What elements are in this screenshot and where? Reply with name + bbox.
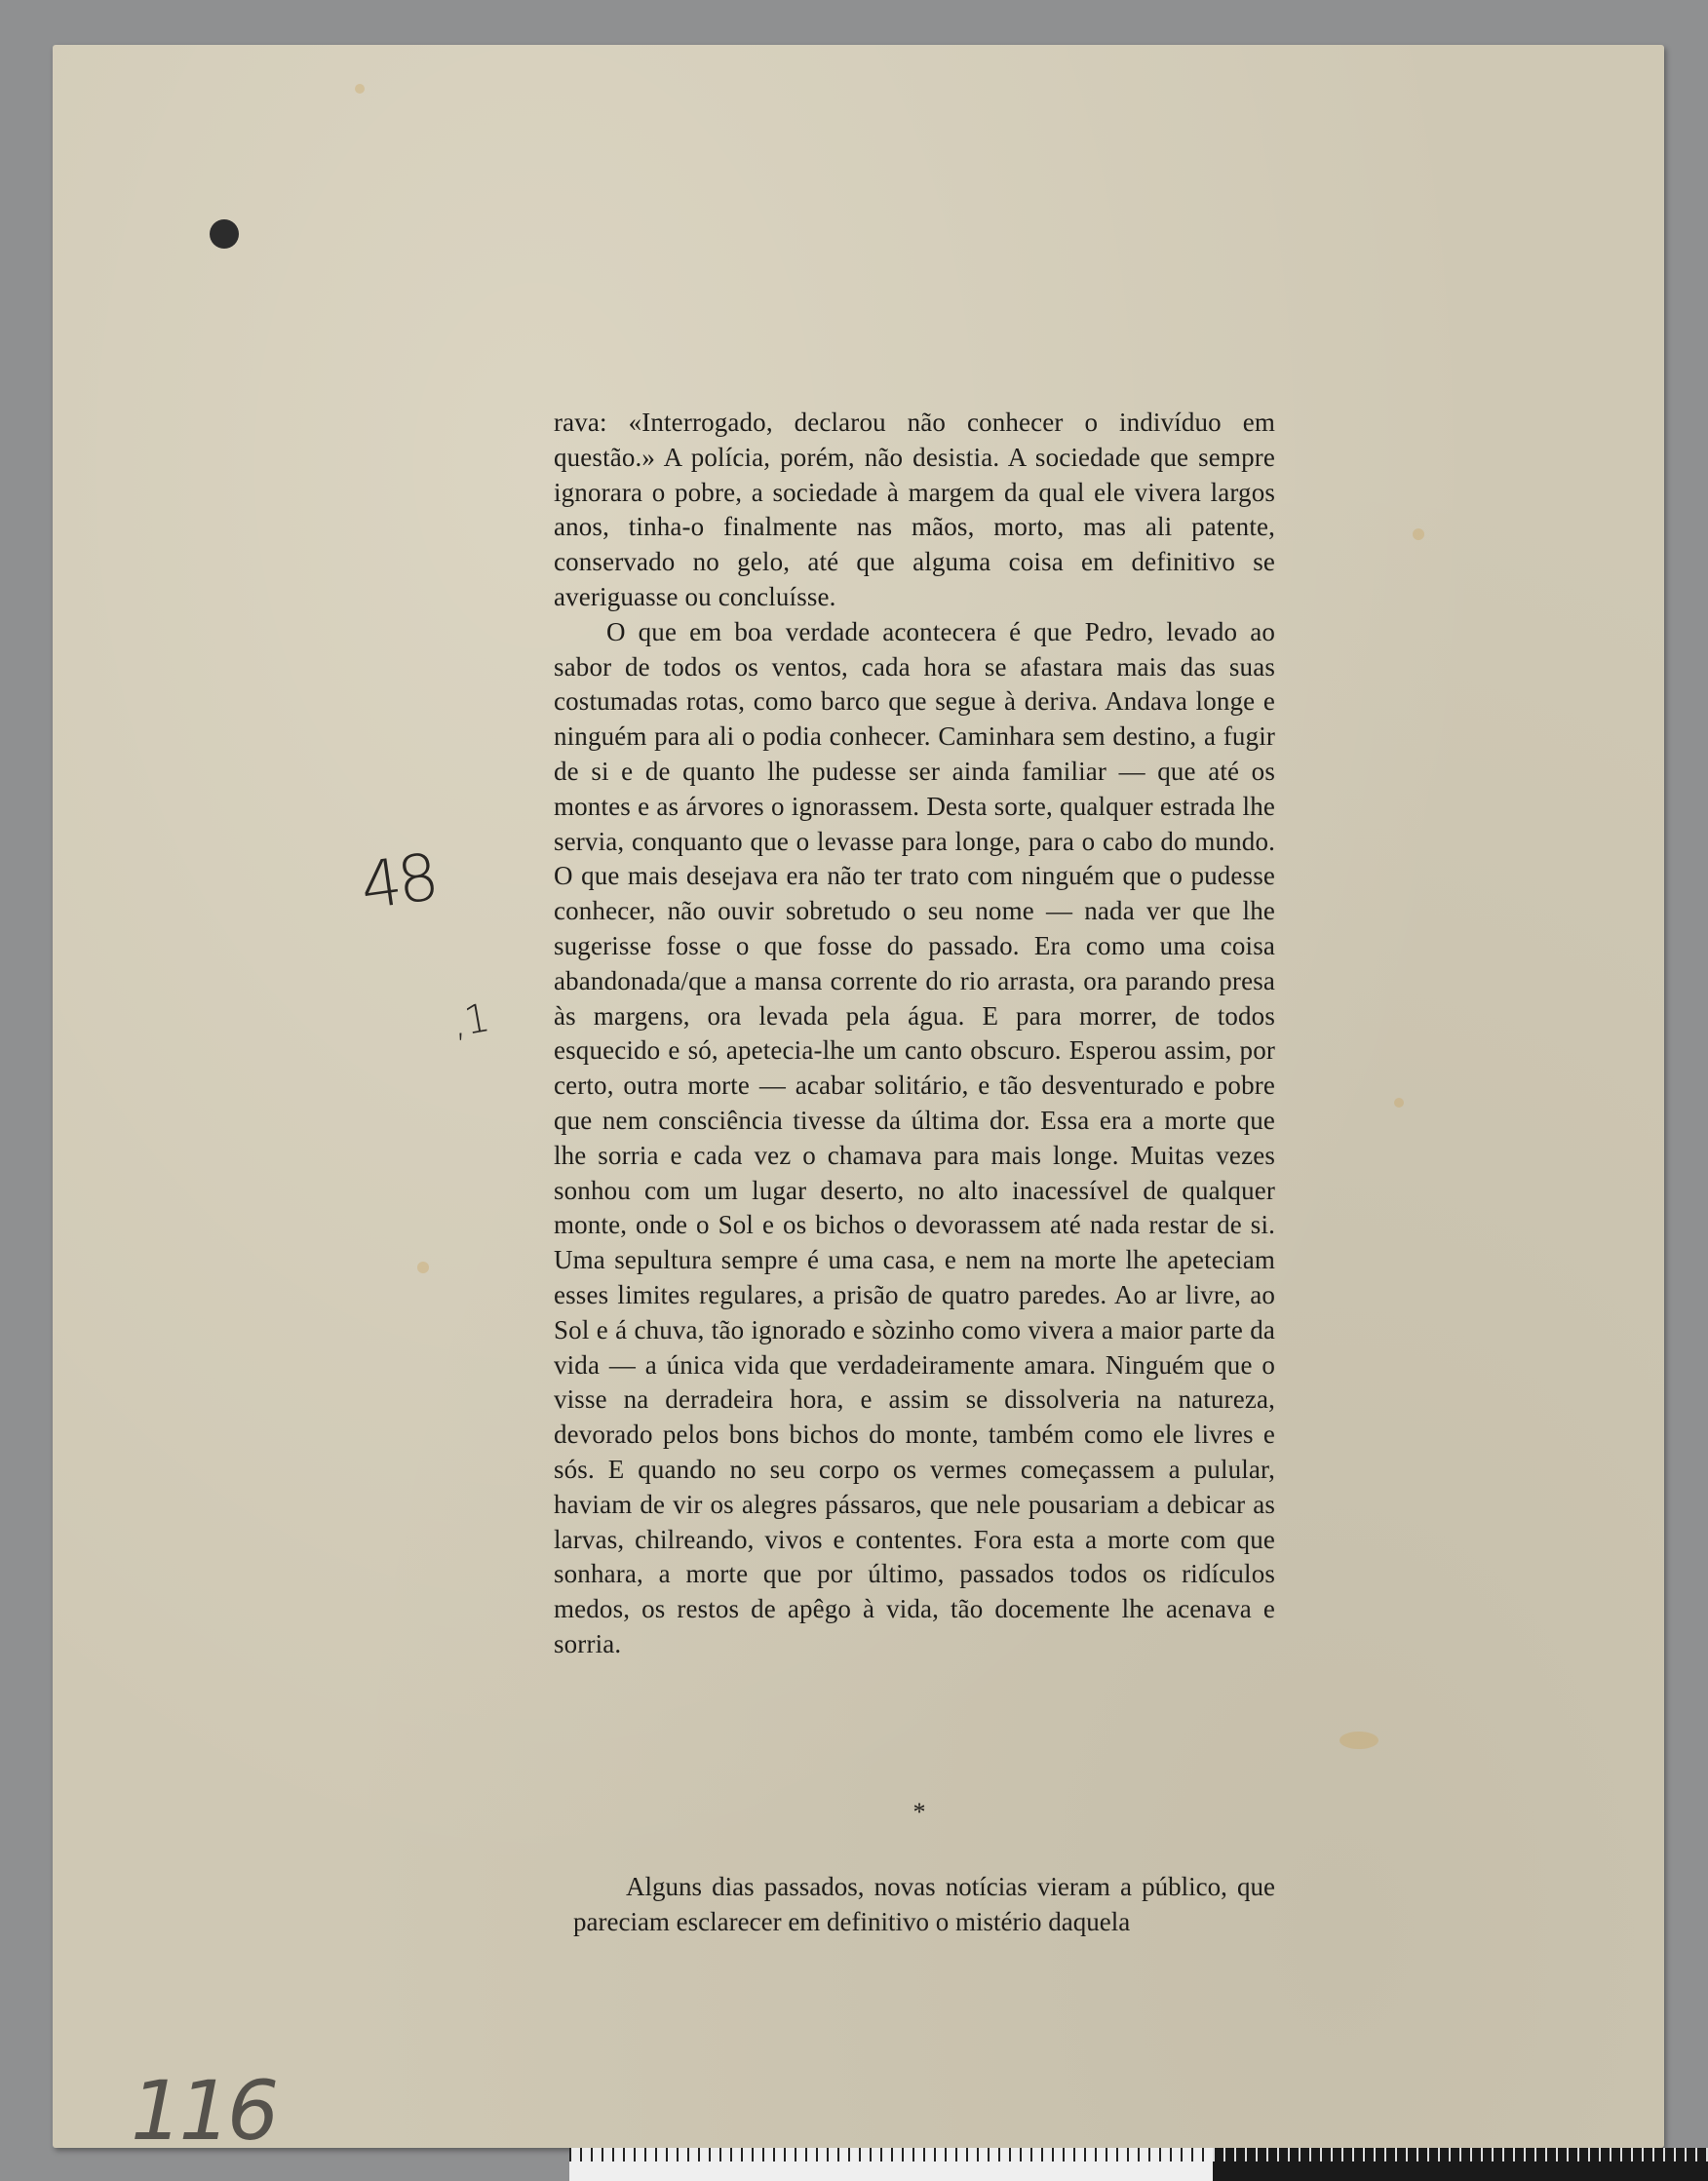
paragraph-3: Alguns dias passados, novas notícias vieram a público, que pareciam esclarecer em definitivo o mistério daquela [573,1872,1275,1936]
ruler-black-segment [1213,2148,1708,2181]
section-separator: * [912,1798,926,1826]
body-text [554,406,1275,1662]
paragraph-1: rava: «Interrogado, declarou não conhecer o indivíduo em questão.» A polícia, porém, não desistia. A sociedade que sempre ignorara o pobre, a sociedade à margem da qual ele vivera largos anos, tinha-o finalmente nas mãos, morto, mas ali patente, conservado no gelo, até que alguma coisa em definitivo se averiguasse ou concluísse. [554,408,1275,611]
paragraph-2: O que em boa verdade acontecera é que Pedro, levado ao sabor de todos os ventos, cada hora se afastara mais das suas costumadas rotas, como barco que segue à deriva. Andava longe e ninguém para ali o podia conhecer. Caminhara sem destino, a fugir de si e de quanto lhe pudesse ser ainda familiar — que até os montes e as árvores o ignorassem. Desta sorte, qualquer estrada lhe servia, conquanto que o levasse para longe, para o cabo do mundo. O que mais desejava era não ter trato com ninguém que o pudesse conhecer, não ouvir sobretudo o seu nome — nada ver que lhe sugerisse fosse o que fosse do passado. Era como uma coisa abandonada/que a mansa corrente do rio arrasta, ora parando presa às margens, ora levada pela água. E para morrer, de todos esquecido e só, apetecia-lhe um canto obscuro. Esperou assim, por certo, outra morte — acabar solitário, e tão desventurado e pobre que nem consciência tivesse da última dor. Essa era a morte que lhe sorria e cada vez o chamava para mais longe. Muitas vezes sonhou com um lugar deserto, no alto inacessível de qualquer monte, onde o Sol e os bichos o devorassem até nada restar de si. Uma sepultura sempre é uma casa, e nem na morte lhe apeteciam esses limites regulares, a prisão de quatro paredes. Ao ar livre, ao Sol e á chuva, tão ignorado e sòzinho como vivera a maior parte da vida — a única vida que verdadeiramente amara. Ninguém que o visse na derradeira hora, e assim se dissolveria na natureza, devorado pelos bons bichos do monte, também como ele livres e sós. E quando no seu corpo os vermes começassem a pulular, haviam de vir os alegres pássaros, que nele pousariam a debicar as larvas, chilreando, vivos e contentes. Fora esta a morte com que sonhara, a morte que por último, passados todos os ridículos medos, os restos de apêgo à vida, tão docemente lhe acenava e sorria. [554,616,1275,1658]
handwritten-margin-mark: ,1 [448,995,493,1046]
ruler-white-segment [569,2148,1213,2181]
next-section-text [573,1870,1275,1940]
foxing-spot [417,1262,429,1273]
foxing-spot [1413,528,1424,540]
foxing-spot [355,84,365,94]
punch-hole [210,219,239,249]
foxing-spot [1394,1098,1404,1108]
handwritten-margin-number: 48 [356,839,440,924]
document-sheet [53,45,1664,2159]
handwritten-folio-number: 116 [131,2063,276,2159]
foxing-spot [1339,1732,1378,1749]
scale-ruler [569,2148,1708,2181]
